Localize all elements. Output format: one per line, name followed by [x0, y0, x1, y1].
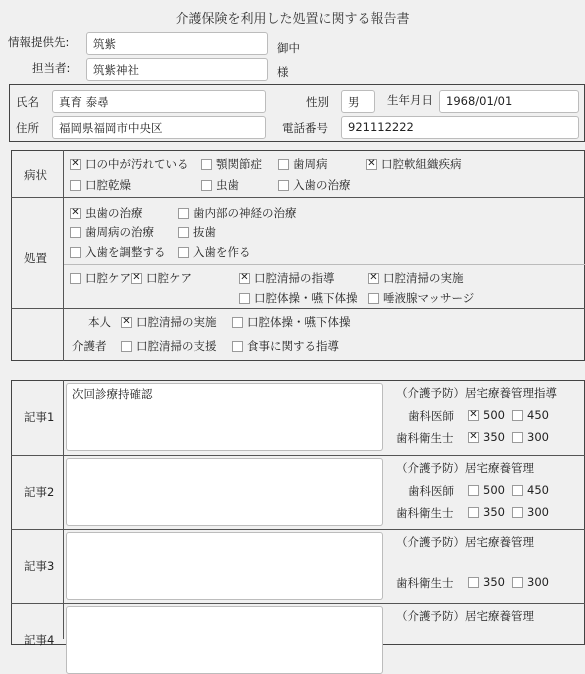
checkbox-icon[interactable]: [278, 180, 289, 191]
checkbox-icon[interactable]: [70, 227, 81, 238]
checkbox-icon[interactable]: [512, 432, 523, 443]
checkbox-label: 350: [483, 575, 505, 589]
birth-input[interactable]: 1968/01/01: [439, 90, 579, 113]
checkbox-label: 口腔乾燥: [85, 178, 131, 192]
phone-input[interactable]: 921112222: [341, 116, 579, 139]
caregiver-checkbox[interactable]: [232, 338, 339, 354]
checkbox-label: 口腔清掃の指導: [254, 271, 335, 285]
checkbox-label: 口腔清掃の実施: [136, 315, 217, 329]
checkbox-icon[interactable]: [512, 507, 523, 518]
checkbox-icon[interactable]: ✕: [469, 409, 478, 420]
symptoms-label: 病状: [24, 168, 47, 182]
treatment-checkbox[interactable]: [178, 244, 251, 260]
checkbox-label: 350: [483, 430, 505, 444]
checkbox-label: 口腔ケア: [146, 271, 192, 285]
checkbox-icon[interactable]: [178, 227, 189, 238]
treatment-label: 処置: [24, 251, 47, 265]
checkbox-label: 抜歯: [193, 225, 216, 239]
checkbox-label: 入歯を作る: [193, 245, 251, 259]
checkbox-icon[interactable]: [278, 159, 289, 170]
record-service-label: （介護予防）居宅療養管理: [396, 461, 534, 475]
gender-input[interactable]: 男: [341, 90, 375, 113]
address-input[interactable]: 福岡県福岡市中央区: [52, 116, 266, 139]
dentist-fee-checkbox[interactable]: [512, 408, 549, 422]
person-label: 担当者:: [32, 61, 71, 75]
gender-label: 性別: [306, 95, 329, 109]
checkbox-icon[interactable]: [201, 180, 212, 191]
checkbox-icon[interactable]: [70, 273, 81, 284]
checkbox-label: 450: [527, 483, 549, 497]
record-service-label: （介護予防）居宅療養管理: [396, 535, 534, 549]
treatment-checkbox[interactable]: [70, 244, 166, 260]
checkbox-label: 300: [527, 505, 549, 519]
symptom-checkbox[interactable]: [366, 156, 462, 172]
provider-label: 情報提供先:: [8, 35, 70, 49]
record-label: 記事4: [24, 633, 55, 647]
checkbox-icon[interactable]: [468, 485, 479, 496]
self-care-label: 本人: [88, 315, 111, 329]
checkbox-label: 口の中が汚れている: [85, 157, 189, 171]
symptom-checkbox[interactable]: [70, 156, 189, 172]
oral-care-checkbox[interactable]: [368, 290, 474, 306]
checkbox-icon[interactable]: [239, 293, 250, 304]
address-label: 住所: [16, 121, 39, 135]
checkbox-label: 300: [527, 430, 549, 444]
checkbox-label: 500: [483, 408, 505, 422]
checkbox-icon[interactable]: [70, 247, 81, 258]
record-label: 記事2: [24, 485, 55, 499]
record-label: 記事1: [24, 410, 55, 424]
hygienist-label: 歯科衛生士: [396, 576, 454, 590]
checkbox-label: 500: [483, 483, 505, 497]
checkbox-label: 口腔清掃の支援: [136, 339, 217, 353]
hygienist-fee-checkbox[interactable]: [512, 505, 549, 519]
checkbox-label: 300: [527, 575, 549, 589]
dentist-fee-checkbox[interactable]: [512, 483, 549, 497]
dentist-label: 歯科医師: [408, 484, 454, 498]
checkbox-label: 歯周病: [293, 157, 328, 171]
hygienist-fee-checkbox[interactable]: [468, 505, 505, 519]
checkbox-label: 口腔体操・嚥下体操: [254, 291, 358, 305]
checkbox-label: 虫歯: [216, 178, 239, 192]
record-label: 記事3: [24, 559, 55, 573]
checkbox-icon[interactable]: [512, 577, 523, 588]
hygienist-label: 歯科衛生士: [396, 431, 454, 445]
hygienist-fee-checkbox[interactable]: [468, 575, 505, 589]
symptom-checkbox[interactable]: [201, 177, 239, 193]
checkbox-icon[interactable]: ✕: [71, 158, 80, 169]
checkbox-icon[interactable]: ✕: [132, 272, 141, 283]
checkbox-label: 入歯を調整する: [85, 245, 166, 259]
checkbox-icon[interactable]: [512, 485, 523, 496]
treatment-checkbox[interactable]: [70, 205, 143, 221]
dentist-fee-checkbox[interactable]: [468, 483, 505, 497]
checkbox-icon[interactable]: ✕: [122, 316, 131, 327]
treatment-checkbox[interactable]: [178, 205, 297, 221]
symptom-checkbox[interactable]: [70, 177, 131, 193]
checkbox-label: 口腔ケア: [85, 271, 131, 285]
record-textarea[interactable]: [66, 532, 383, 600]
checkbox-icon[interactable]: ✕: [469, 431, 478, 442]
record-textarea[interactable]: [66, 458, 383, 526]
dentist-fee-checkbox[interactable]: [468, 408, 505, 422]
checkbox-label: 唾液腺マッサージ: [383, 291, 475, 305]
oral-care-checkbox[interactable]: [239, 270, 335, 286]
self-care-checkbox[interactable]: [232, 314, 351, 330]
checkbox-icon[interactable]: [468, 507, 479, 518]
checkbox-icon[interactable]: [468, 577, 479, 588]
caregiver-checkbox[interactable]: [121, 338, 217, 354]
record-textarea[interactable]: [66, 606, 383, 674]
provider-suffix: 御中: [277, 41, 300, 55]
checkbox-label: 入歯の治療: [293, 178, 351, 192]
checkbox-icon[interactable]: [178, 247, 189, 258]
checkbox-icon[interactable]: [201, 159, 212, 170]
treatment-checkbox[interactable]: [70, 224, 154, 240]
hygienist-fee-checkbox[interactable]: [468, 430, 505, 444]
hygienist-fee-checkbox[interactable]: [512, 430, 549, 444]
checkbox-label: 歯内部の神経の治療: [193, 206, 297, 220]
checkbox-label: 虫歯の治療: [85, 206, 143, 220]
name-input[interactable]: 真育 泰尋: [52, 90, 266, 113]
checkbox-label: 450: [527, 408, 549, 422]
person-input[interactable]: 筑紫神社: [86, 58, 268, 81]
record-service-label: （介護予防）居宅療養管理: [396, 609, 534, 623]
checkbox-icon[interactable]: [232, 317, 243, 328]
caregiver-label: 介護者: [72, 339, 107, 353]
symptom-checkbox[interactable]: [278, 156, 328, 172]
checkbox-icon[interactable]: [232, 341, 243, 352]
symptom-checkbox[interactable]: [201, 156, 262, 172]
checkbox-icon[interactable]: [368, 293, 379, 304]
checkbox-icon[interactable]: [121, 341, 132, 352]
birth-label: 生年月日: [387, 93, 433, 107]
oral-care-checkbox[interactable]: [131, 270, 192, 286]
hygienist-label: 歯科衛生士: [396, 506, 454, 520]
checkbox-label: 歯周病の治療: [85, 225, 154, 239]
dentist-label: 歯科医師: [408, 409, 454, 423]
checkbox-label: 口腔軟組織疾病: [381, 157, 462, 171]
provider-input[interactable]: 筑紫: [86, 32, 268, 55]
checkbox-label: 口腔体操・嚥下体操: [247, 315, 351, 329]
checkbox-label: 顎関節症: [216, 157, 262, 171]
name-label: 氏名: [16, 95, 39, 109]
checkbox-icon[interactable]: ✕: [367, 158, 376, 169]
page-title: 介護保険を利用した処置に関する報告書: [175, 12, 410, 27]
self-care-checkbox[interactable]: [121, 314, 217, 330]
treatment-checkbox[interactable]: [178, 224, 216, 240]
record-textarea[interactable]: 次回診療持確認: [66, 383, 383, 451]
checkbox-icon[interactable]: ✕: [240, 272, 249, 283]
oral-care-header-checkbox[interactable]: [70, 270, 131, 286]
checkbox-label: 350: [483, 505, 505, 519]
checkbox-icon[interactable]: ✕: [369, 272, 378, 283]
person-suffix: 様: [277, 65, 289, 79]
hygienist-fee-checkbox[interactable]: [512, 575, 549, 589]
checkbox-icon[interactable]: [70, 180, 81, 191]
checkbox-label: 食事に関する指導: [247, 339, 339, 353]
record-service-label: （介護予防）居宅療養管理指導: [396, 386, 557, 400]
checkbox-label: 口腔清掃の実施: [383, 271, 464, 285]
oral-care-checkbox[interactable]: [368, 270, 464, 286]
phone-label: 電話番号: [282, 121, 328, 135]
oral-care-checkbox[interactable]: [239, 290, 358, 306]
symptom-checkbox[interactable]: [278, 177, 351, 193]
checkbox-icon[interactable]: [178, 208, 189, 219]
checkbox-icon[interactable]: [512, 410, 523, 421]
checkbox-icon[interactable]: ✕: [71, 207, 80, 218]
